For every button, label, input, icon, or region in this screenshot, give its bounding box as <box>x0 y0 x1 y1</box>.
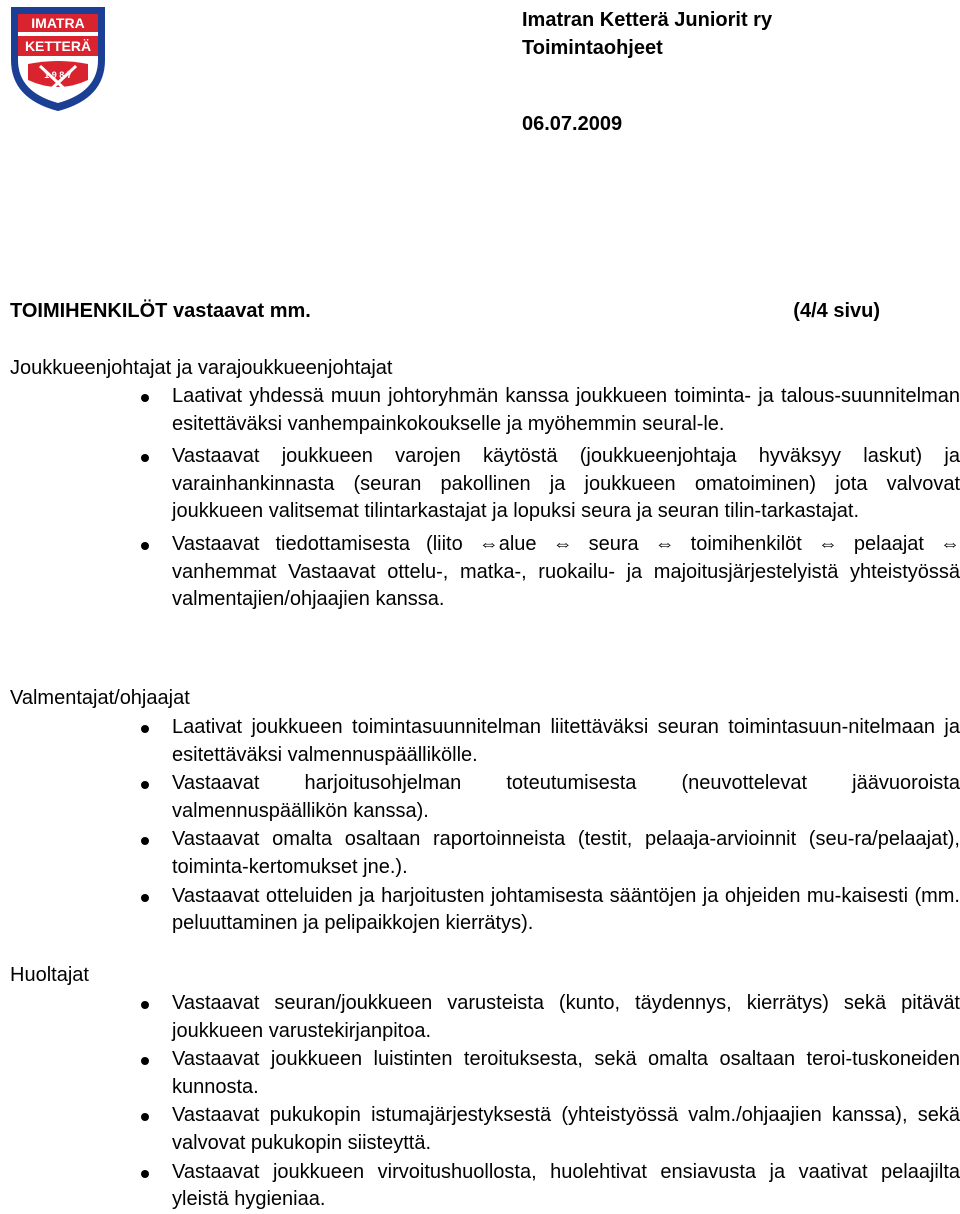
bullet-icon <box>141 394 149 402</box>
list-huoltajat <box>172 990 960 1214</box>
list-item: Vastaavat seuran/joukkueen varusteista (kunto, täydennys, kierrätys) sekä pitävät joukkueen varustekirjanpitoa. <box>172 990 960 1045</box>
org-name: Imatran Ketterä Juniorit ry <box>522 9 773 31</box>
list-valmentajat <box>172 714 960 938</box>
list-item: Vastaavat joukkueen virvoitushuollosta, huolehtivat ensiavusta ja vaativat pelaajilta yleistä hygieniaa. <box>172 1159 960 1214</box>
section-heading-huoltajat: Huoltajat <box>10 964 89 986</box>
bullet-icon <box>141 454 149 462</box>
list-item: Laativat yhdessä muun johtoryhmän kanssa joukkueen toiminta- ja talous-suunnitelman esitettäväksi vanhempainkokoukselle ja myöhemmin seural-le. <box>172 383 960 438</box>
bullet-icon <box>141 1113 149 1121</box>
doc-date: 06.07.2009 <box>522 113 623 135</box>
list-item: Vastaavat joukkueen varojen käytöstä (joukkueenjohtaja hyväksyy laskut) ja varainhankinnasta (seuran pakollinen ja joukkueen omatoiminen) jota valvovat joukkueen valitsemat tilintarkastajat ja lopuksi seura ja seuran tilin-tarkastajat. <box>172 443 960 526</box>
club-logo-icon <box>6 2 110 112</box>
bullet-icon <box>141 725 149 733</box>
bullet-icon <box>141 1001 149 1009</box>
section-heading-joukkueenjohtajat: Joukkueenjohtajat ja varajoukkueenjohtajat <box>10 357 393 379</box>
bullet-icon <box>141 837 149 845</box>
bullet-icon <box>141 542 149 550</box>
list-item: Vastaavat omalta osaltaan raportoinneista (testit, pelaaja-arvioinnit (seu-ra/pelaajat), toiminta-kertomukset jne.). <box>172 826 960 881</box>
logo-text-top: IMATRA <box>31 15 85 31</box>
list-item: Vastaavat otteluiden ja harjoitusten johtamisesta sääntöjen ja ohjeiden mu-kaisesti (mm. peluuttaminen ja pelipaikkojen kierrätys). <box>172 883 960 938</box>
list-joukkueenjohtajat <box>172 383 960 614</box>
list-item: Vastaavat harjoitusohjelman toteutumisesta (neuvottelevat jäävuoroista valmennuspäällikön kanssa). <box>172 770 960 825</box>
section-title: TOIMIHENKILÖT vastaavat mm. <box>10 300 311 322</box>
logo-text-year: 1 9 8 7 <box>44 70 72 80</box>
club-logo <box>6 2 110 112</box>
bullet-icon <box>141 781 149 789</box>
section-heading-valmentajat: Valmentajat/ohjaajat <box>10 687 190 709</box>
section-title-row <box>10 300 880 323</box>
page-number: (4/4 sivu) <box>793 300 880 322</box>
list-item: Laativat joukkueen toimintasuunnitelman liitettäväksi seuran toimintasuun-nitelmaan ja esitettäväksi valmennuspäällikölle. <box>172 714 960 769</box>
logo-text-main: KETTERÄ <box>24 38 92 54</box>
list-item: Vastaavat joukkueen luistinten teroituksesta, sekä omalta osaltaan teroi-tuskoneiden kunnosta. <box>172 1046 960 1101</box>
bullet-icon <box>141 894 149 902</box>
bullet-icon <box>141 1170 149 1178</box>
bullet-icon <box>141 1057 149 1065</box>
list-item: Vastaavat tiedottamisesta (liito ⇔alue ⇔ seura ⇔ toimihenkilöt ⇔ pelaajat ⇔ vanhemmat Vastaavat ottelu-, matka-, ruokailu- ja majoitusjärjestelyistä yhteistyössä valmentajien/ohjaajien kanssa. <box>172 531 960 614</box>
doc-title: Toimintaohjeet <box>522 37 663 59</box>
list-item: Vastaavat pukukopin istumajärjestyksestä (yhteistyössä valm./ohjaajien kanssa), sekä valvovat pukukopin siisteyttä. <box>172 1102 960 1157</box>
org-header <box>522 6 772 62</box>
